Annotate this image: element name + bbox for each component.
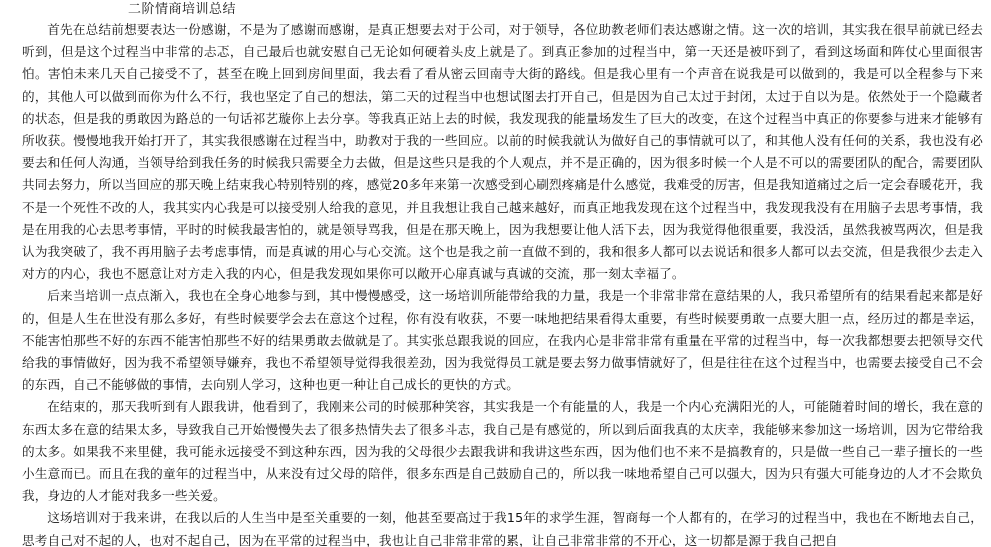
paragraph-ending-reflection: 在结束的，那天我听到有人跟我讲，他看到了，我刚来公司的时候那种笑容，其实我是一个有能量的人，我是一个内心充满阳光的人，可能随着时间的增长，我在意的东西太多在意的结果太多，导致我自己开始慢慢失去了很多热情失去了很多斗志，我自己是有感觉的，所以到后面我真的太庆幸，我能够来参加这一场培训，因为它带给我的太多。如果我不来里健，我可能永远接受不到这种东西，因为我的父母很少去跟我讲和我讲这些东西，因为他们也不来不是搞教育的，只是做一些自己一辈子擅长的一些小生意而已。而且在我的童年的过程当中，从来没有过父母的陪伴，很多东西是自己鼓励自己的，所以我一味地希望自己可以强大，因为只有强大可能身边的人才不会欺负我，身边的人才能对我多一些关爱。 bbox=[22, 399, 983, 504]
paragraph-gratitude: 首先在总结前想要表达一份感谢，不是为了感谢而感谢，是真正想要去对于公司，对于领导，各位助教老师们表达感谢之情。这一次的培训，其实我在很早前就已经去听到，但是这个过程当中非常的忐忑，自己最后也就安慰自己无论如何硬着头皮上就是了。到真正参加的过程当中，第一天还是被吓到了，看到这场面和阵仗心里面很害怕。害怕未来几天自己接受不了，甚至在晚上回到房间里面，我去看了看从密云回南寺大街的路线。但是我心里有一个声音在说我是可以做到的，我是可以全程参与下来的，其他人可以做到而你为什么不行，我也坚定了自己的想法，第二天的过程当中也想试图去打开自己，但是因为自己太过于封闭，太过于自以为是。依然处于一个隐藏者的状态，但是我的勇敢因为路总的一句话祁艺璇你上去分享。等我真正站上去的时候，我发现我的能量场发生了巨大的改变，在这个过程当中真正的你要参与进来才能够有所收获。慢慢地我开始打开了，其实我很感谢在过程当中，助教对于我的一些回应。以前的时候我就认为做好自己的事情就可以了，和其他人没有任何的关系，我也没有必要去和任何人沟通，当领导给到我任务的时候我只需要全力去做，但是这些只是我的个人观点，并不是正确的，因为很多时候一个人是不可以的需要团队的配合，需要团队共同去努力，所以当回应的那天晚上结束我心特别特别的疼，感觉20多年来第一次感受到心刷烈疼痛是什么感觉，我难受的厉害，但是我知道痛过之后一定会春暖花开，我不是一个死性不改的人，我其实内心我是可以接受别人给我的意见，并且我想让我自己越来越好，而真正地我发现在这个过程当中，我发现我没有在用脑子去思考事情，我是在用我的心去思考事情，平时的时候我最害怕的，就是领导骂我，但是在那天晚上，因为我想要让他人活下去，因为我觉得他很重要，我没活，虽然我被骂两次，但是我认为我突破了，我不再用脑子去考虑事情，而是真诚的用心与心交流。这个也是我之前一直做不到的，我和很多人都可以去说话和很多人都可以去交流，但是我很少去走入对方的内心，我也不愿意让对方走入我的内心，但是我发现如果你可以敞开心扉真诚与真诚的交流，那一刻太幸福了。 bbox=[22, 22, 983, 282]
document-title: 二阶情商培训总结 bbox=[128, 2, 237, 17]
paragraph-training-progress: 后来当培训一点点渐入，我也在全身心地参与到，其中慢慢感受，这一场培训所能带给我的力量，我是一个非常非常在意结果的人，我只希望所有的结果看起来都是好的，但是人生在世没有那么多好，有些时候要学会去在意这个过程，你有没有收获，不要一味地把结果看得太重要，有些时候要勇敢一点要大胆一点，经历过的都是幸运，不能害怕那些不好的东西不能害怕那些不好的结果勇敢去做就是了。其实张总跟我说的回应，在我内心是非常非常有重量在平常的过程当中，每一次我都想要去把领导交代给我的事情做好，因为我不希望领导嫌弃，我也不希望领导觉得我很差劲，因为我觉得员工就是要去努力做事情就好了，但是往往在这个过程当中，也需要去接受自己不会的东西，自己不能够做的事情，去向别人学习，这种也更一种让自己成长的更快的方式。 bbox=[22, 288, 983, 393]
paragraph-training-importance: 这场培训对于我来讲，在我以后的人生当中是至关重要的一刻，他甚至要高过于我15年的求学生涯，智商每一个人都有的，在学习的过程当中，我也在不断地去自己，思考自己对不起的人，也对不起自己，因为在平常的过程当中，我也让自己非常非常的累，让自己非常非常的不开心，这一切都是源于我自己把自 bbox=[22, 510, 983, 547]
